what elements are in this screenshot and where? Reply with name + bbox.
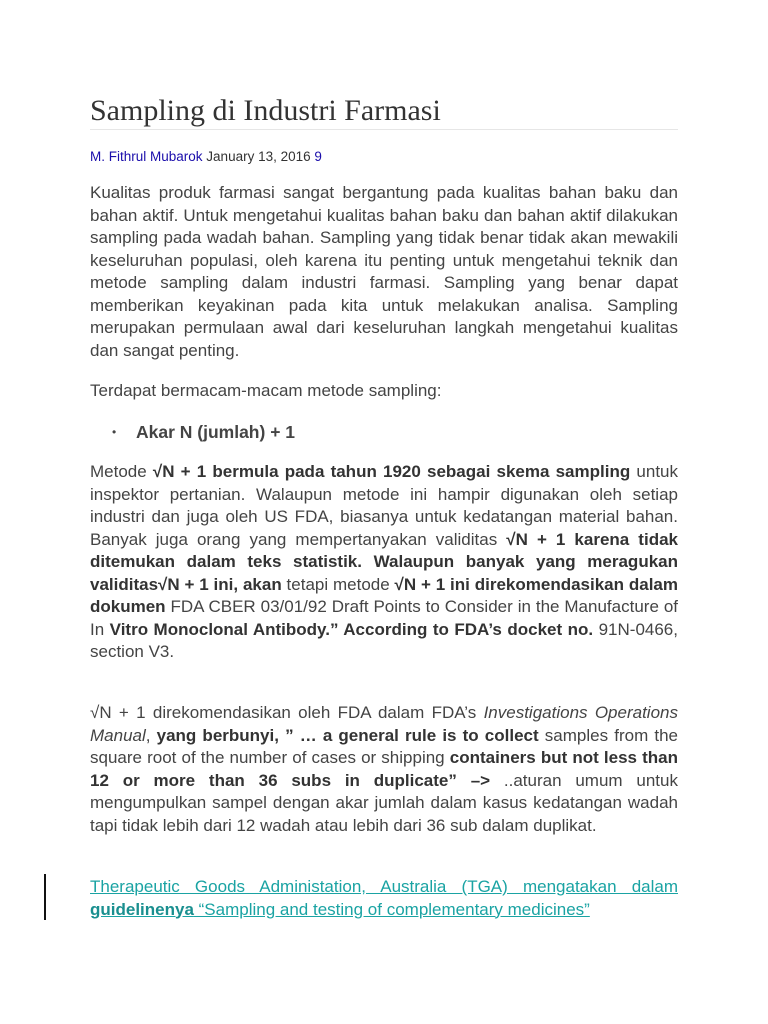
list-item-label: Akar N (jumlah) + 1	[136, 422, 296, 442]
text-run: ,	[145, 725, 157, 745]
italic-text-run: Investigations Operations Manual	[90, 703, 678, 745]
guideline-link[interactable]	[90, 900, 194, 919]
bold-text-run: √N + 1 ini direkomendasikan dalam dokumen	[90, 574, 678, 616]
methods-intro-paragraph: Terdapat bermacam-macam metode sampling:	[90, 381, 442, 400]
bold-text-run: √N + 1 bermula pada tahun 1920 sebagai skema sampling	[152, 462, 631, 481]
fda-recommendation-paragraph	[90, 702, 678, 837]
sqrt-n-history-paragraph	[90, 461, 678, 664]
text-run: untuk inspektor pertanian. Walaupun metode ini hampir digunakan oleh setiap industri dan juga oleh US FDA, biasanya untuk kedatangan material bahan. Banyak juga orang yang mempertanyakan validitas	[90, 462, 678, 549]
author-link[interactable]: M. Fithrul Mubarok	[90, 149, 203, 164]
bold-text-run: guidelinenya	[90, 899, 194, 919]
text-run: FDA CBER 03/01/92 Draft Points to Consider in the Manufacture of In	[90, 597, 678, 639]
bold-text-run: Vitro Monoclonal Antibody.” According to FDA’s docket no.	[109, 619, 594, 639]
bold-text-run: yang berbunyi, ” … a general rule is to collect	[156, 725, 539, 745]
comments-count-link[interactable]: 9	[314, 149, 322, 164]
page-title: Sampling di Industri Farmasi	[90, 94, 441, 127]
tga-link[interactable]: Therapeutic Goods Administation, Australia (TGA) mengatakan dalam	[90, 877, 678, 896]
bullet-icon: •	[112, 425, 117, 439]
bold-text-run: containers but not less than 12 or more than 36 subs in duplicate” –>	[90, 748, 678, 790]
text-cursor	[44, 874, 46, 920]
text-run: ..aturan umum untuk mengumpulkan sampel dengan akar jumlah dalam kasus kedatangan wadah tapi tidak lebih dari 12 wadah atau lebih dari 36 sub dalam duplikat.	[90, 770, 678, 835]
text-run: FDA’s	[431, 703, 484, 722]
tga-paragraph	[90, 876, 678, 921]
list-item	[90, 420, 678, 444]
text-run: √N + 1 direkomendasikan oleh FDA dalam	[90, 703, 432, 722]
title-divider	[90, 129, 678, 130]
text-run: 91N-0466, section V3.	[90, 619, 678, 661]
intro-paragraph: Kualitas produk farmasi sangat bergantung pada kualitas bahan baku dan bahan aktif. Untuk mengetahui kualitas bahan baku dan bahan aktif dilakukan sampling pada wadah bahan. Sampling yang tidak benar tidak akan mewakili keseluruhan populasi, oleh karena itu penting untuk mengetahui teknik dan metode sampling dalam industri farmasi. Sampling yang benar dapat memberikan keyakinan pada kita untuk melakukan analisa. Sampling merupakan permulaan awal dari keseluruhan langkah mengetahui kualitas dan sangat penting.	[90, 183, 678, 360]
bold-text-run: √N + 1 karena tidak ditemukan dalam teks statistik. Walaupun banyak yang meragukan validitas√N + 1 ini, akan	[90, 529, 678, 594]
post-date: January 13, 2016	[206, 149, 311, 164]
text-run: tetapi metode	[281, 574, 395, 594]
text-run: Metode	[90, 462, 153, 481]
guideline-title-link[interactable]: “Sampling and testing of complementary medicines”	[193, 899, 590, 919]
text-run: samples from the square root of the number of cases or shipping	[90, 725, 678, 767]
post-meta	[90, 148, 322, 166]
